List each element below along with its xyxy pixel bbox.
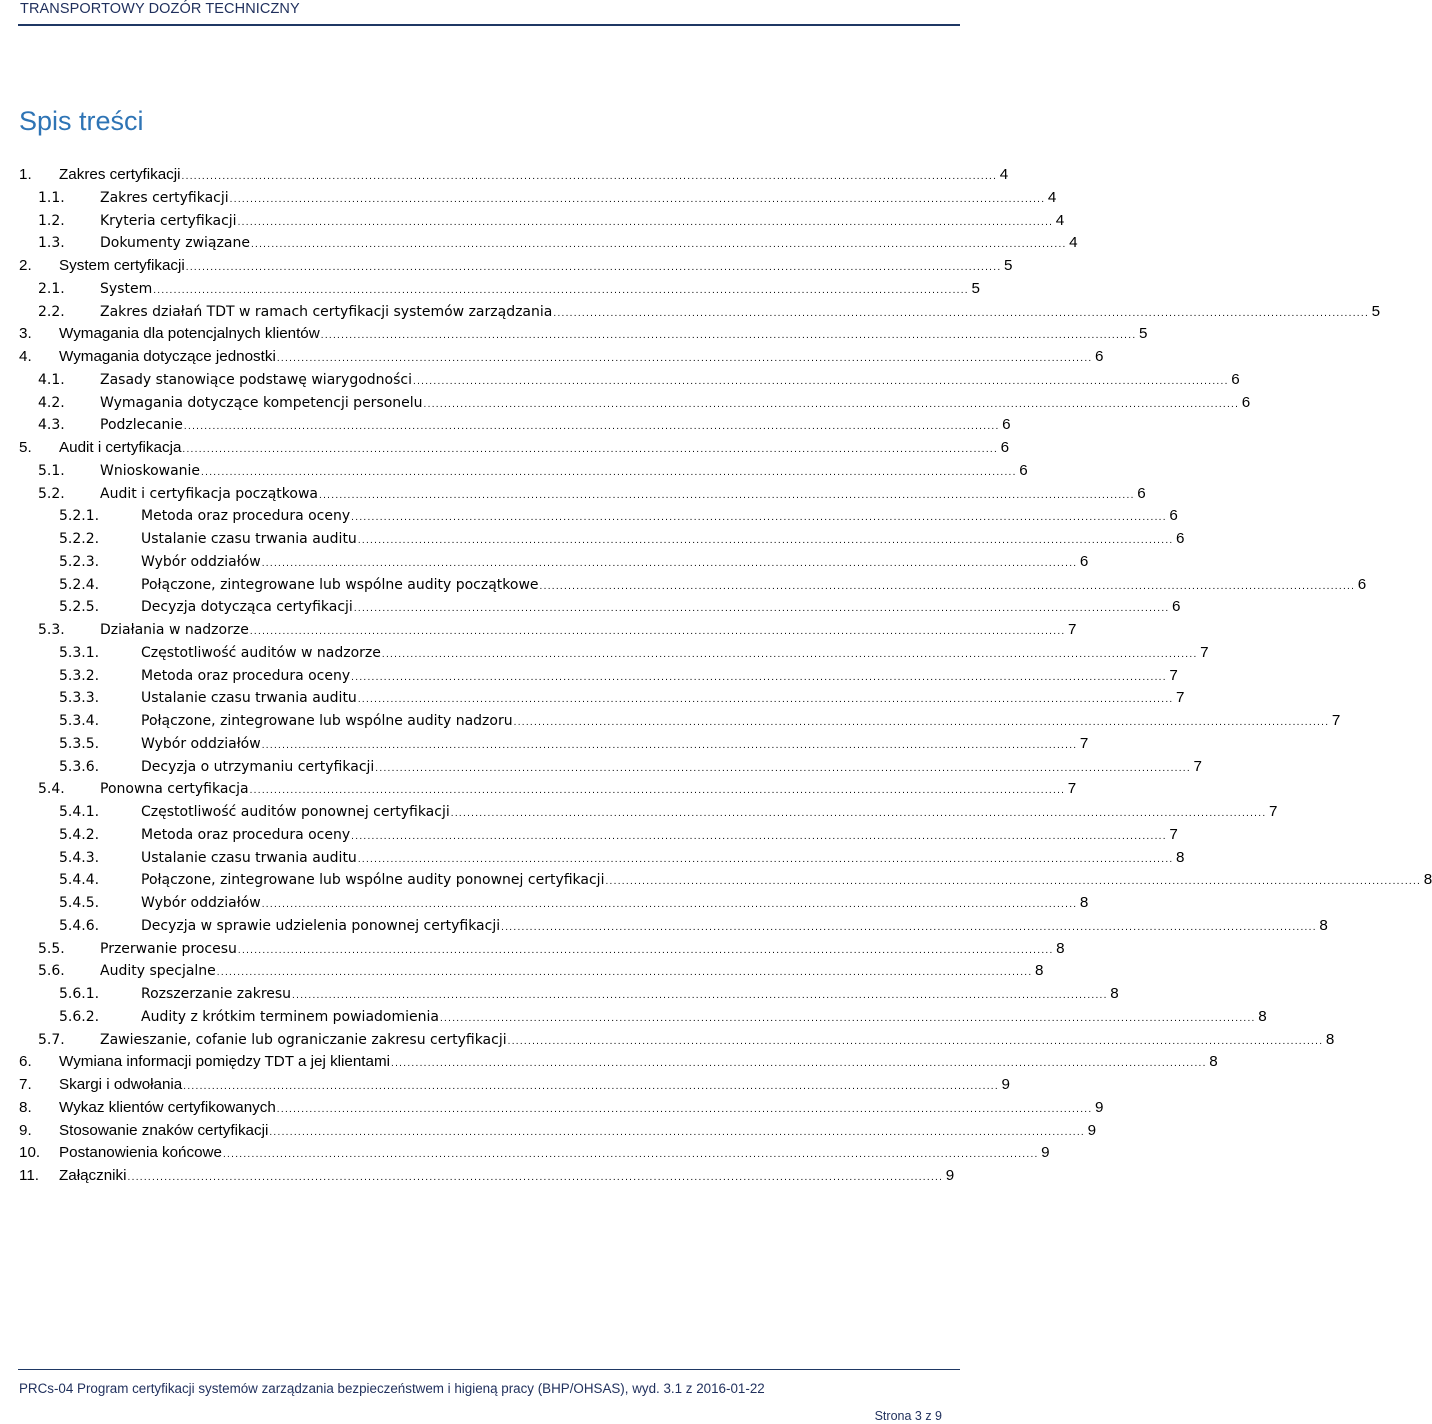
toc-entry-page: 6	[1019, 461, 1028, 479]
toc-entry-number: 2.	[19, 257, 32, 274]
toc-entry-page: 7	[1200, 643, 1209, 661]
toc-entry-page: 6	[1357, 575, 1367, 593]
toc-dot-leader: ........................................................................................................................................................................................................	[391, 1058, 1207, 1070]
toc-entry[interactable]	[38, 413, 1011, 436]
toc-entry[interactable]	[19, 436, 1010, 459]
toc-dot-leader: ........................................................................................................................................................................................................	[261, 557, 1078, 569]
toc-entry-title: Wymiana informacji pomiędzy TDT a jej klientami	[59, 1053, 391, 1071]
toc-entry-number: 1.2.	[38, 212, 65, 229]
toc-entry[interactable]	[38, 277, 980, 300]
toc-entry-page: 8	[1209, 1053, 1218, 1071]
toc-dot-leader: ........................................................................................................................................................................................................	[216, 967, 1033, 979]
toc-entry-number: 1.3.	[38, 235, 65, 252]
toc-entry-title: Ustalanie czasu trwania auditu	[141, 849, 357, 866]
toc-entry-page: 6	[1095, 348, 1104, 365]
toc-entry-title: Wymagania dotyczące kompetencji personelu	[100, 394, 423, 411]
toc-entry-page: 6	[1169, 507, 1178, 525]
toc-entry-title: Audity specjalne	[100, 963, 216, 980]
toc-entry-title: Decyzja w sprawie udzielenia ponownej certyfikacji	[141, 917, 501, 934]
toc-entry[interactable]	[59, 914, 1328, 937]
toc-entry-page: 9	[1041, 1144, 1050, 1162]
toc-entry-title: Kryteria certyfikacji	[100, 212, 237, 229]
toc-dot-leader: ........................................................................................................................................................................................................	[261, 899, 1078, 910]
toc-entry-page: 5	[1371, 302, 1381, 320]
toc-entry-number: 5.4.1.	[59, 804, 100, 820]
toc-entry-page: 4	[999, 166, 1009, 183]
toc-entry-title: Połączone, zintegrowane lub wspólne audity nadzoru	[141, 713, 513, 729]
toc-entry[interactable]	[59, 573, 1367, 596]
toc-entry[interactable]	[59, 891, 1089, 914]
toc-dot-leader: ........................................................................................................................................................................................................	[351, 671, 1167, 683]
toc-entry-number: 5.6.1.	[59, 986, 100, 1002]
toc-entry-page: 8	[1056, 939, 1065, 957]
toc-entry-number: 1.1.	[38, 189, 65, 206]
toc-entry-page: 7	[1079, 734, 1089, 752]
toc-entry-page: 7	[1193, 757, 1202, 775]
toc-dot-leader: ........................................................................................................................................................................................................	[237, 944, 1054, 956]
toc-entry-title: Ustalanie czasu trwania auditu	[141, 531, 357, 547]
toc-dot-leader: ........................................................................................................................................................................................................	[351, 830, 1167, 842]
toc-heading: Spis treści	[19, 106, 144, 136]
toc-entry-title: Działania w nadzorze	[100, 622, 249, 638]
toc-entry-number: 4.1.	[38, 371, 65, 388]
footer-page-number: Strona 3 z 9	[874, 1409, 942, 1423]
toc-entry-page: 6	[1137, 484, 1146, 502]
toc-entry-title: Częstotliwość auditów ponownej certyfikacji	[141, 804, 450, 820]
toc-dot-leader: ........................................................................................................................................................................................................	[153, 284, 969, 296]
toc-entry-page: 6	[1231, 370, 1240, 388]
toc-entry[interactable]	[59, 686, 1185, 709]
toc-dot-leader: ........................................................................................................................................................................................................	[539, 580, 1356, 592]
toc-entry-page: 8	[1258, 1007, 1267, 1025]
toc-entry-number: 5.3.3.	[59, 690, 100, 707]
toc-dot-leader: ........................................................................................................................................................................................................	[319, 489, 1135, 501]
toc-entry-title: System	[100, 280, 153, 297]
toc-entry-number: 5.3.1.	[59, 644, 100, 661]
toc-dot-leader: ........................................................................................................................................................................................................	[276, 1103, 1093, 1115]
toc-entry-number: 5.	[19, 439, 32, 456]
toc-entry[interactable]	[19, 163, 1009, 186]
toc-entry-title: Metoda oraz procedura oceny	[141, 826, 351, 843]
toc-dot-leader: ........................................................................................................................................................................................................	[269, 1126, 1086, 1138]
toc-dot-leader: ........................................................................................................................................................................................................	[292, 990, 1108, 1001]
toc-dot-leader: ........................................................................................................................................................................................................	[605, 876, 1422, 888]
toc-entry-title: Decyzja dotycząca certyfikacji	[141, 599, 353, 616]
toc-entry-title: Przerwanie procesu	[100, 940, 237, 957]
toc-entry-number: 5.6.	[38, 963, 65, 980]
toc-entry-number: 5.3.2.	[59, 667, 100, 684]
toc-entry-title: Stosowanie znaków certyfikacji	[59, 1121, 269, 1139]
toc-dot-leader: ........................................................................................................................................................................................................	[501, 921, 1317, 933]
toc-entry-page: 6	[1176, 530, 1185, 547]
toc-entry-page: 4	[1055, 211, 1065, 229]
toc-dot-leader: ........................................................................................................................................................................................................	[222, 1149, 1039, 1161]
toc-entry-page: 7	[1067, 780, 1077, 798]
toc-entry[interactable]	[38, 959, 1044, 982]
toc-entry[interactable]	[38, 231, 1078, 254]
toc-entry-page: 9	[945, 1167, 955, 1184]
toc-dot-leader: ........................................................................................................................................................................................................	[412, 375, 1229, 387]
toc-dot-leader: ........................................................................................................................................................................................................	[553, 307, 1370, 319]
toc-dot-leader: ........................................................................................................................................................................................................	[250, 239, 1067, 251]
toc-entry[interactable]	[59, 664, 1178, 687]
toc-entry-number: 5.2.2.	[59, 531, 100, 547]
footer-document-info: PRCs-04 Program certyfikacji systemów zarządzania bezpieczeństwem i higieną pracy (BHP/OHSAS), wyd. 3.1 z 2016-01-22	[19, 1381, 765, 1396]
toc-entry[interactable]	[19, 345, 1104, 368]
toc-entry-title: Zakres certyfikacji	[100, 189, 229, 206]
toc-entry-title: Wybór oddziałów	[141, 895, 261, 911]
toc-entry-title: Połączone, zintegrowane lub wspólne audity początkowe	[141, 576, 539, 593]
toc-entry-number: 5.4.4.	[59, 872, 100, 889]
toc-entry-number: 5.7.	[38, 1031, 65, 1048]
toc-entry[interactable]	[38, 368, 1240, 391]
toc-entry[interactable]	[38, 1028, 1335, 1051]
toc-entry-number: 11.	[19, 1167, 39, 1184]
toc-entry-page: 8	[1110, 985, 1119, 1002]
toc-entry-number: 9.	[19, 1121, 32, 1139]
toc-entry[interactable]	[59, 755, 1202, 778]
toc-entry[interactable]	[59, 868, 1432, 891]
toc-entry[interactable]	[38, 482, 1146, 505]
toc-dot-leader: ........................................................................................................................................................................................................	[185, 262, 1002, 273]
toc-entry-number: 5.2.4.	[59, 576, 100, 593]
toc-entry-number: 1.	[19, 166, 32, 183]
toc-entry[interactable]	[59, 527, 1185, 550]
toc-dot-leader: ........................................................................................................................................................................................................	[450, 808, 1267, 819]
page-header	[18, 0, 960, 26]
toc-entry-number: 5.4.2.	[59, 826, 100, 843]
toc-entry[interactable]	[38, 186, 1057, 209]
toc-entry-page: 7	[1169, 825, 1178, 843]
toc-entry-title: Załączniki	[59, 1167, 127, 1184]
toc-dot-leader: ........................................................................................................................................................................................................	[513, 717, 1330, 728]
toc-entry[interactable]	[38, 777, 1077, 800]
toc-entry-page: 8	[1325, 1030, 1335, 1048]
toc-dot-leader: ........................................................................................................................................................................................................	[357, 694, 1174, 706]
toc-entry-title: Dokumenty związane	[100, 235, 250, 252]
toc-entry[interactable]	[19, 1141, 1050, 1164]
toc-dot-leader: ........................................................................................................................................................................................................	[127, 1172, 944, 1183]
toc-dot-leader: ........................................................................................................................................................................................................	[249, 785, 1066, 797]
toc-dot-leader: ........................................................................................................................................................................................................	[261, 739, 1078, 751]
toc-entry-page: 8	[1423, 871, 1432, 889]
header-title: TRANSPORTOWY DOZÓR TECHNICZNY	[20, 1, 300, 17]
toc-entry-number: 8.	[19, 1098, 32, 1116]
toc-entry[interactable]	[19, 1073, 1010, 1096]
toc-entry-number: 2.1.	[38, 280, 65, 297]
toc-entry[interactable]	[38, 300, 1381, 323]
toc-dot-leader: ........................................................................................................................................................................................................	[320, 330, 1137, 342]
toc-entry-page: 9	[1087, 1121, 1097, 1139]
toc-dot-leader: ........................................................................................................................................................................................................	[249, 626, 1066, 637]
toc-entry-page: 7	[1268, 803, 1278, 820]
toc-dot-leader: ........................................................................................................................................................................................................	[182, 444, 999, 455]
toc-entry-number: 5.3.4.	[59, 713, 100, 729]
toc-entry-number: 6.	[19, 1053, 32, 1071]
toc-entry-page: 6	[1241, 393, 1251, 411]
toc-entry-page: 5	[971, 279, 980, 297]
toc-entry[interactable]	[59, 550, 1089, 573]
toc-entry-number: 5.2.5.	[59, 599, 100, 616]
toc-entry-page: 7	[1331, 712, 1341, 729]
toc-entry-title: Wykaz klientów certyfikowanych	[59, 1098, 276, 1116]
toc-entry[interactable]	[38, 618, 1077, 641]
toc-entry-number: 7.	[19, 1076, 32, 1093]
toc-entry-title: Zakres działań TDT w ramach certyfikacji systemów zarządzania	[100, 303, 553, 320]
toc-entry[interactable]	[59, 732, 1089, 755]
toc-entry-title: Zawieszanie, cofanie lub ograniczanie zakresu certyfikacji	[100, 1031, 507, 1048]
toc-entry[interactable]	[59, 595, 1181, 618]
toc-entry-title: Wymagania dla potencjalnych klientów	[59, 325, 320, 343]
toc-entry[interactable]	[59, 800, 1278, 823]
toc-entry-title: Zakres certyfikacji	[59, 166, 181, 183]
toc-dot-leader: ........................................................................................................................................................................................................	[237, 216, 1054, 228]
toc-entry-title: Zasady stanowiące podstawę wiarygodności	[100, 371, 412, 388]
toc-entry-page: 4	[1047, 188, 1057, 206]
toc-entry-number: 5.3.5.	[59, 735, 100, 752]
toc-entry-page: 8	[1035, 962, 1044, 980]
toc-entry-title: Wymagania dotyczące jednostki	[59, 348, 276, 365]
toc-entry-number: 5.2.3.	[59, 553, 100, 570]
toc-entry[interactable]	[19, 1096, 1104, 1119]
toc-entry-title: Skargi i odwołania	[59, 1076, 183, 1093]
toc-entry-title: Wybór oddziałów	[141, 553, 261, 570]
toc-entry-title: System certyfikacji	[59, 257, 185, 274]
toc-entry-page: 6	[1000, 439, 1010, 456]
toc-dot-leader: ........................................................................................................................................................................................................	[181, 171, 998, 182]
toc-entry-number: 3.	[19, 325, 32, 343]
toc-entry-number: 5.4.5.	[59, 895, 100, 911]
toc-dot-leader: ........................................................................................................................................................................................................	[439, 1012, 1256, 1024]
toc-entry-page: 6	[1002, 416, 1011, 434]
toc-entry-page: 8	[1319, 916, 1328, 934]
toc-entry-title: Metoda oraz procedura oceny	[141, 667, 351, 684]
toc-entry[interactable]	[59, 823, 1178, 846]
toc-dot-leader: ........................................................................................................................................................................................................	[229, 193, 1046, 205]
toc-entry-page: 7	[1169, 666, 1178, 684]
toc-dot-leader: ........................................................................................................................................................................................................	[351, 512, 1167, 524]
toc-entry[interactable]	[38, 391, 1251, 414]
toc-entry-number: 5.4.3.	[59, 849, 100, 866]
toc-entry-number: 5.3.	[38, 622, 65, 638]
toc-entry-number: 5.5.	[38, 940, 65, 957]
toc-dot-leader: ........................................................................................................................................................................................................	[201, 466, 1017, 478]
toc-dot-leader: ........................................................................................................................................................................................................	[353, 603, 1170, 615]
toc-dot-leader: ........................................................................................................................................................................................................	[183, 421, 1000, 433]
toc-entry-number: 5.3.6.	[59, 758, 100, 775]
toc-entry-page: 9	[1095, 1098, 1104, 1116]
toc-dot-leader: ........................................................................................................................................................................................................	[183, 1081, 999, 1092]
toc-entry-title: Ponowna certyfikacja	[100, 781, 249, 798]
toc-entry-title: Rozszerzanie zakresu	[141, 986, 292, 1002]
toc-entry-number: 5.4.6.	[59, 917, 100, 934]
toc-entry-page: 5	[1138, 325, 1148, 343]
toc-entry-page: 6	[1172, 598, 1181, 616]
toc-entry-page: 7	[1068, 621, 1077, 638]
toc-entry-number: 5.2.	[38, 485, 65, 502]
toc-entry-number: 4.3.	[38, 417, 65, 434]
toc-entry[interactable]	[59, 846, 1185, 869]
toc-entry[interactable]	[59, 641, 1209, 664]
toc-entry-number: 4.2.	[38, 394, 65, 411]
toc-dot-leader: ........................................................................................................................................................................................................	[507, 1035, 1324, 1047]
toc-entry-title: Podzlecanie	[100, 417, 183, 434]
toc-entry-page: 8	[1176, 848, 1185, 866]
toc-entry-number: 5.1.	[38, 462, 65, 479]
toc-entry-title: Metoda oraz procedura oceny	[141, 508, 351, 525]
toc-dot-leader: ........................................................................................................................................................................................................	[357, 853, 1174, 865]
toc-entry-title: Wnioskowanie	[100, 462, 201, 479]
toc-dot-leader: ........................................................................................................................................................................................................	[375, 762, 1191, 774]
toc-entry[interactable]	[59, 982, 1119, 1005]
toc-entry[interactable]	[19, 1050, 1218, 1073]
toc-entry[interactable]	[38, 209, 1065, 232]
toc-entry-number: 4.	[19, 348, 32, 365]
toc-dot-leader: ........................................................................................................................................................................................................	[381, 648, 1198, 660]
toc-entry-title: Decyzja o utrzymaniu certyfikacji	[141, 758, 375, 775]
toc-entry-title: Audit i certyfikacja	[59, 439, 182, 456]
toc-entry[interactable]	[19, 254, 1013, 277]
toc-entry[interactable]	[59, 1005, 1267, 1028]
toc-dot-leader: ........................................................................................................................................................................................................	[423, 398, 1240, 410]
toc-entry-number: 2.2.	[38, 303, 65, 320]
toc-entry-title: Audit i certyfikacja początkowa	[100, 485, 318, 502]
toc-entry-number: 5.4.	[38, 781, 65, 798]
toc-entry[interactable]	[38, 459, 1028, 482]
toc-entry-page: 6	[1079, 552, 1089, 570]
toc-entry-page: 8	[1079, 894, 1089, 911]
toc-entry[interactable]	[59, 504, 1178, 527]
toc-entry[interactable]	[59, 709, 1341, 732]
toc-entry-page: 9	[1001, 1076, 1010, 1093]
toc-entry[interactable]	[19, 1164, 955, 1187]
toc-entry-title: Wybór oddziałów	[141, 735, 261, 752]
footer-divider	[18, 1369, 960, 1370]
toc-dot-leader: ........................................................................................................................................................................................................	[357, 535, 1174, 546]
toc-entry-number: 5.6.2.	[59, 1008, 100, 1025]
toc-entry-title: Częstotliwość auditów w nadzorze	[141, 644, 381, 661]
toc-entry-title: Ustalanie czasu trwania auditu	[141, 690, 357, 707]
toc-entry-page: 7	[1176, 689, 1185, 707]
toc-entry-number: 5.2.1.	[59, 508, 100, 525]
toc-entry-number: 10.	[19, 1144, 41, 1162]
toc-entry[interactable]	[19, 1119, 1097, 1142]
toc-entry[interactable]	[38, 937, 1065, 960]
toc-entry-title: Połączone, zintegrowane lub wspólne audity ponownej certyfikacji	[141, 872, 605, 889]
toc-entry-page: 4	[1069, 234, 1078, 252]
toc-entry-page: 5	[1003, 257, 1013, 274]
toc-entry[interactable]	[19, 322, 1148, 345]
toc-entry-title: Postanowienia końcowe	[59, 1144, 222, 1162]
toc-entry-title: Audity z krótkim terminem powiadomienia	[141, 1008, 439, 1025]
toc-dot-leader: ........................................................................................................................................................................................................	[276, 353, 1093, 364]
